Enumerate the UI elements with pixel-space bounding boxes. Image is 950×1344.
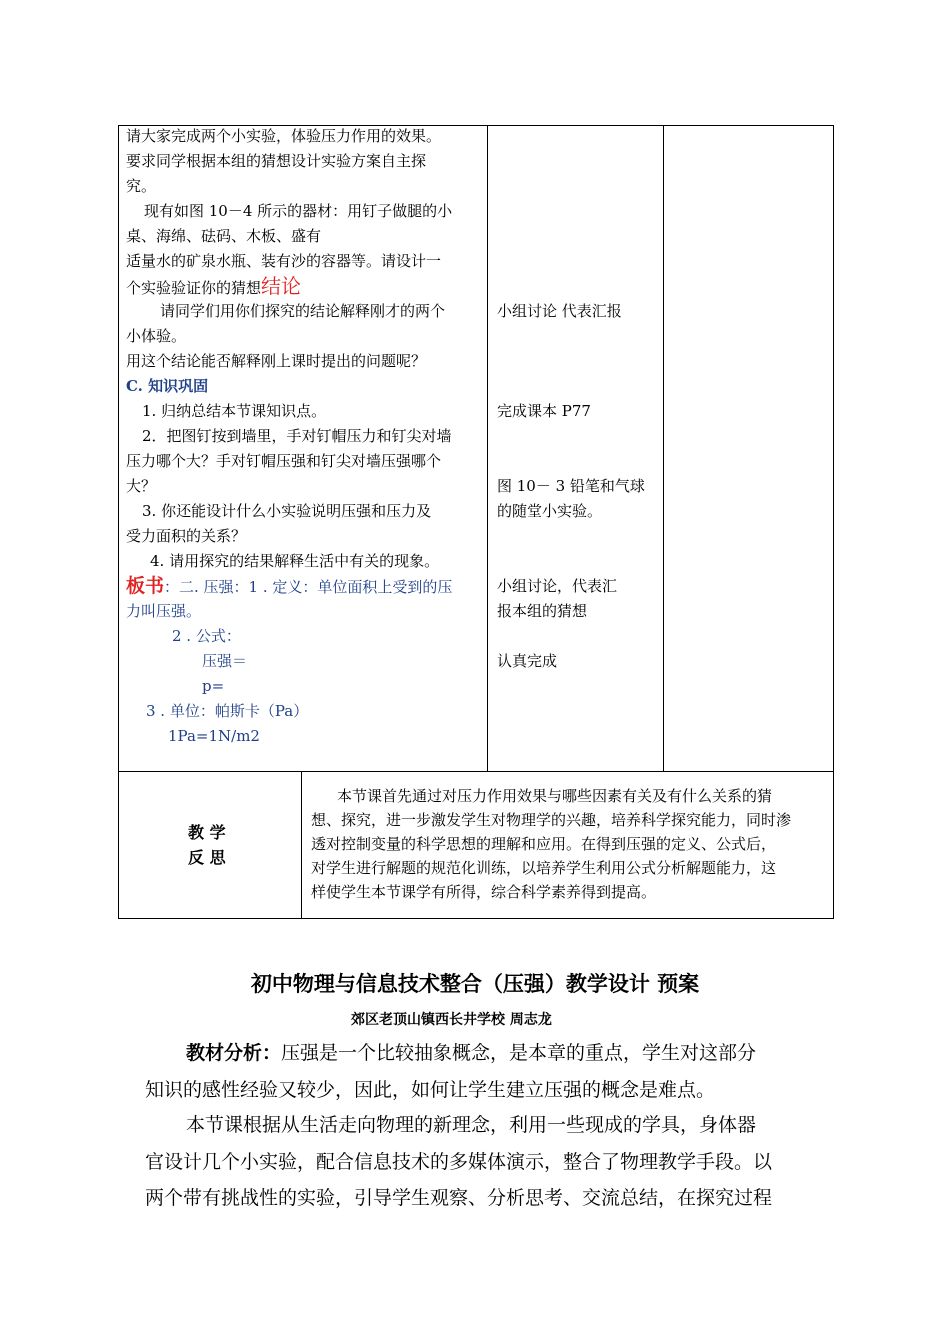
reflection-text: 本节课首先通过对压力作用效果与哪些因素有关及有什么关系的猜 <box>337 787 773 805</box>
text-line: 小体验。 <box>126 327 187 345</box>
activity-text: 图 10－ 3 铅笔和气球 <box>497 477 645 495</box>
activity-text: 认真完成 <box>497 652 558 670</box>
board-text: ：二. 压强：1 . 定义：单位面积上受到的压 <box>164 578 453 596</box>
text-line: 现有如图 10－4 所示的器材：用钉子做腿的小 <box>144 202 453 220</box>
document-subtitle: 郊区老顶山镇西长井学校 周志龙 <box>351 1012 552 1028</box>
list-item: 压力哪个大？手对钉帽压强和钉尖对墙压强哪个 <box>126 452 442 470</box>
list-item: 受力面积的关系？ <box>126 527 247 545</box>
formula-label: 2 . 公式： <box>172 627 241 645</box>
list-item: 1. 归纳总结本节课知识点。 <box>142 402 327 420</box>
jielun-heading: 结论 <box>261 274 302 298</box>
reflection-label: 教 学 <box>188 823 226 842</box>
paragraph-line <box>186 1040 756 1066</box>
reflection-label: 反 思 <box>188 848 226 867</box>
text-line: 要求同学根据本组的猜想设计实验方案自主探 <box>126 152 427 170</box>
section-heading: C. 知识巩固 <box>126 377 209 395</box>
paragraph-line: 本节课根据从生活走向物理的新理念，利用一些现成的学具，身体器 <box>186 1114 757 1136</box>
reflection-text: 对学生进行解题的规范化训练，以培养学生利用公式分析解题能力，这 <box>311 859 777 877</box>
text-line-part: 个实验验证你的猜想 <box>126 279 262 297</box>
analysis-label: 教材分析： <box>186 1042 282 1064</box>
formula-yaqiang: 压强＝ <box>202 652 248 670</box>
list-item: 3. 你还能设计什么小实验说明压强和压力及 <box>142 502 432 520</box>
activity-text: 的随堂小实验。 <box>497 502 603 520</box>
unit-equation: 1Pa=1N/m2 <box>168 727 260 745</box>
list-item: 4. 请用探究的结果解释生活中有关的现象。 <box>150 552 440 570</box>
text-line <box>126 276 301 298</box>
board-line <box>126 576 452 597</box>
text-line: 究。 <box>126 177 157 195</box>
text-line: 用这个结论能否解释刚上课时提出的问题呢？ <box>126 352 427 370</box>
list-item: 2．把图钉按到墙里，手对钉帽压力和钉尖对墙 <box>142 427 452 445</box>
board-text: 力叫压强。 <box>126 602 202 620</box>
text-line: 适量水的矿泉水瓶、装有沙的容器等。请设计一 <box>126 252 442 270</box>
paragraph-line: 官设计几个小实验，配合信息技术的多媒体演示，整合了物理教学手段。以 <box>145 1151 773 1173</box>
paragraph-text: 压强是一个比较抽象概念，是本章的重点，学生对这部分 <box>281 1042 757 1064</box>
reflection-text: 样使学生本节课学有所得，综合科学素养得到提高。 <box>311 883 657 901</box>
unit-label: 3 . 单位：帕斯卡（Pa） <box>146 702 309 720</box>
text-line: 请同学们用你们探究的结论解释刚才的两个 <box>160 302 446 320</box>
activity-text: 报本组的猜想 <box>497 602 588 620</box>
paragraph-line: 知识的感性经验又较少，因此，如何让学生建立压强的概念是难点。 <box>145 1079 716 1101</box>
text-line: 请大家完成两个小实验，体验压力作用的效果。 <box>126 127 442 145</box>
document-title: 初中物理与信息技术整合（压强）教学设计 预案 <box>250 972 700 996</box>
activity-text: 完成课本 P77 <box>497 402 591 420</box>
list-item: 大？ <box>126 477 157 495</box>
text-line: 桌、海绵、砝码、木板、盛有 <box>126 227 322 245</box>
paragraph-line: 两个带有挑战性的实验，引导学生观察、分析思考、交流总结，在探究过程 <box>145 1187 773 1209</box>
banshu-label: 板书 <box>126 575 165 597</box>
activity-text: 小组讨论 代表汇报 <box>497 302 622 320</box>
activity-text: 小组讨论，代表汇 <box>497 577 618 595</box>
formula-p: p= <box>202 677 225 695</box>
reflection-text: 想、探究，进一步激发学生对物理学的兴趣，培养科学探究能力，同时渗 <box>311 811 792 829</box>
reflection-text: 透对控制变量的科学思想的理解和应用。在得到压强的定义、公式后， <box>311 835 777 853</box>
